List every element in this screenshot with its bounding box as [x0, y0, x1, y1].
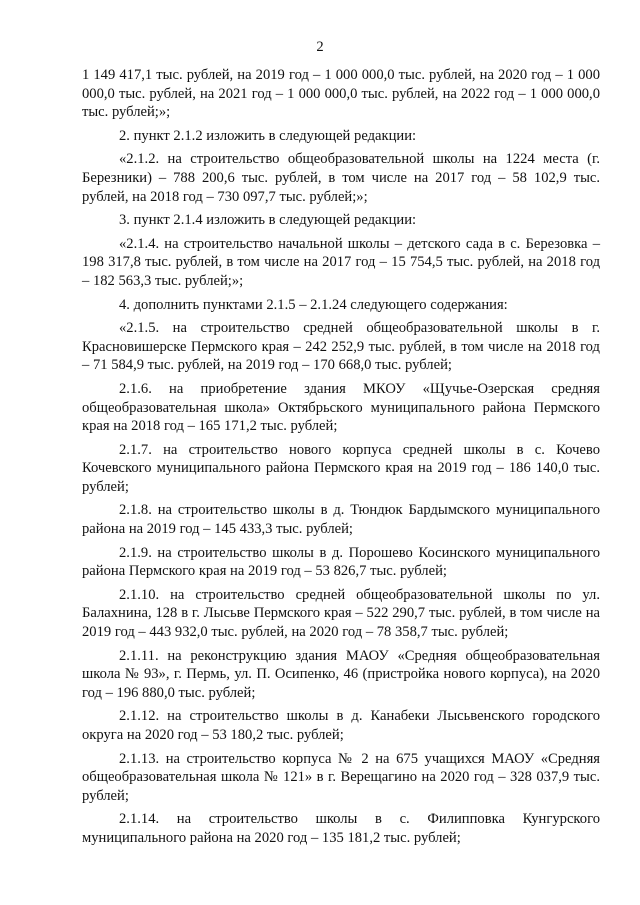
paragraph-2-1-9: 2.1.9. на строительство школы в д. Порошево Косинского муниципального района Пермского края на 2019 год – 53 826,7 тыс. рублей; — [82, 544, 600, 580]
paragraph-2-1-8: 2.1.8. на строительство школы в д. Тюндюк Бардымского муниципального района на 2019 год – 145 433,3 тыс. рублей; — [82, 502, 600, 538]
paragraph-2-1-11: 2.1.11. на реконструкцию здания МАОУ «Средняя общеобразовательная школа № 93», г. Пермь, ул. П. Осипенко, 46 (пристройка нового корпуса), на 2020 год – 196 880,0 тыс. рублей; — [82, 647, 600, 701]
paragraph-item-4: 4. дополнить пунктами 2.1.5 – 2.1.24 следующего содержания: — [119, 296, 508, 313]
paragraph-2-1-2: «2.1.2. на строительство общеобразовательной школы на 1224 места (г. Березники) – 788 200,6 тыс. рублей, в том числе на 2017 год – 58 102,9 тыс. рублей, на 2018 год – 730 097,7 тыс. рублей;»; — [82, 151, 600, 205]
paragraph-2-1-14: 2.1.14. на строительство школы в с. Филипповка Кунгурского муниципального района на 2020 год – 135 181,2 тыс. рублей; — [82, 811, 600, 846]
page-number: 2 — [316, 39, 324, 55]
paragraph-2-1-4: «2.1.4. на строительство начальной школы – детского сада в с. Березовка – 198 317,8 тыс. рублей, в том числе на 2017 год – 15 754,5 тыс. рублей, на 2018 год – 182 563,3 тыс. рублей;»; — [82, 235, 600, 289]
paragraph-item-2: 2. пункт 2.1.2 изложить в следующей редакции: — [119, 127, 417, 144]
paragraph-2-1-6: 2.1.6. на приобретение здания МКОУ «Щучье-Озерская средняя общеобразовательная школа» Октябрьского муниципального района Пермского края на 2018 год – 165 171,2 тыс. рублей; — [82, 380, 600, 435]
paragraph-2-1-10: 2.1.10. на строительство средней общеобразовательной школы по ул. Балахнина, 128 в г. Лысьве Пермского края – 522 290,7 тыс. рублей, в том числе на 2019 год – 443 932,0 тыс. рублей, на 2020 год – 78 358,7 тыс. рублей; — [82, 586, 600, 641]
paragraph-item-3: 3. пункт 2.1.4 изложить в следующей редакции: — [119, 212, 417, 229]
paragraph-2-1-5: «2.1.5. на строительство средней общеобразовательной школы в г. Красновишерске Пермского края – 242 252,9 тыс. рублей, в том числе на 2018 год – 71 584,9 тыс. рублей, на 2019 год – 170 668,0 тыс. рублей; — [82, 320, 600, 374]
paragraph-2-1-7: 2.1.7. на строительство нового корпуса средней школы в с. Кочево Кочевского муниципального района Пермского края на 2019 год – 186 140,0 тыс. рублей; — [82, 441, 600, 495]
document-body — [82, 66, 600, 853]
paragraph-2-1-12: 2.1.12. на строительство школы в д. Канабеки Лысьвенского городского округа на 2020 год – 53 180,2 тыс. рублей; — [82, 708, 600, 743]
paragraph-2-1-13: 2.1.13. на строительство корпуса № 2 на 675 учащихся МАОУ «Средняя общеобразовательная школа № 121» в г. Верещагино на 2020 год – 328 037,9 тыс. рублей; — [82, 750, 600, 804]
paragraph-continuation: 1 149 417,1 тыс. рублей, на 2019 год – 1 000 000,0 тыс. рублей, на 2020 год – 1 000 000,0 тыс. рублей, на 2021 год – 1 000 000,0 тыс. рублей, на 2022 год – 1 000 000,0 тыс. рублей;»; — [82, 67, 600, 121]
